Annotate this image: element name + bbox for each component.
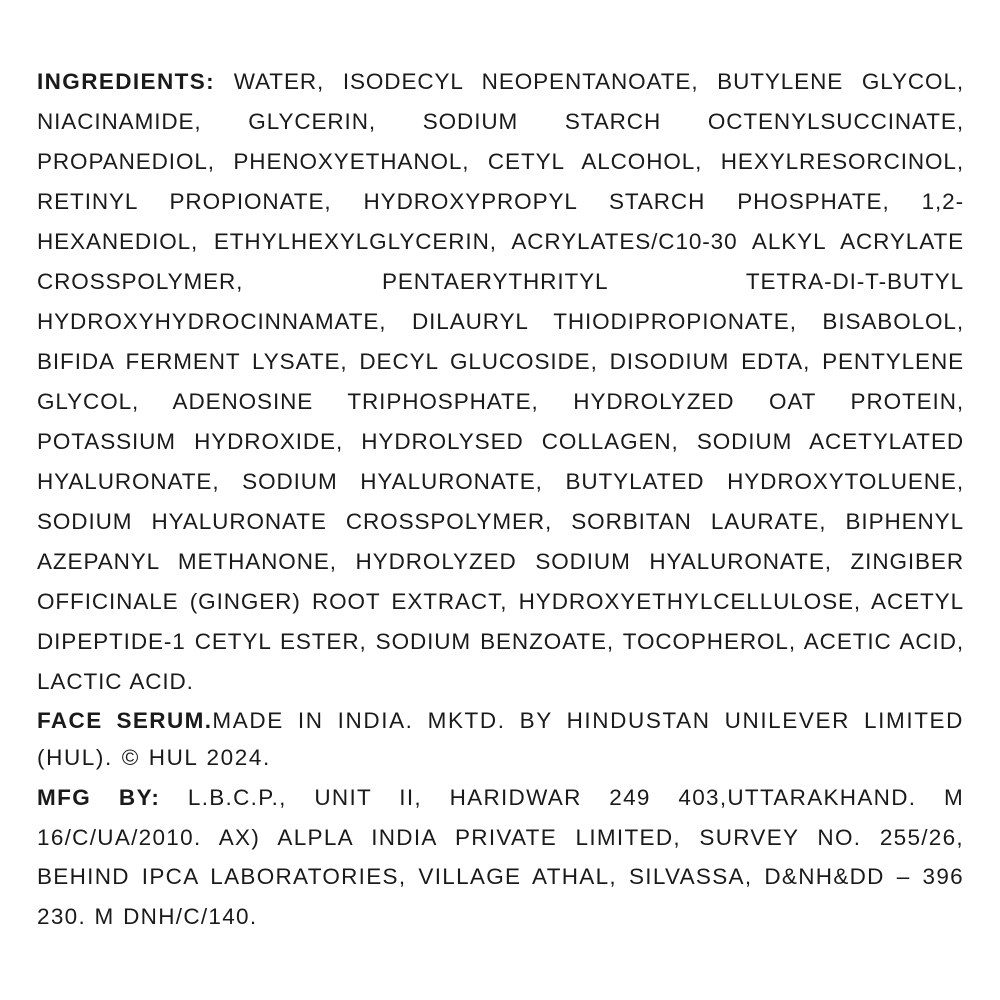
manufacturer-heading: MFG BY: [37,785,161,810]
ingredients-list: WATER, ISODECYL NEOPENTANOATE, BUTYLENE GLYCOL, NIACINAMIDE, GLYCERIN, SODIUM STARCH OCTENYLSUCCINATE, PROPANEDIOL, PHENOXYETHANOL, CETYL ALCOHOL, HEXYLRESORCINOL, RETINYL PROPIONATE, HYDROXYPROPYL STARCH PHOSPHATE, 1,2-HEXANEDIOL, ETHYLHEXYLGLYCERIN, ACRYLATES/C10-30 ALKYL ACRYLATE CROSSPOLYMER, PENTAERYTHRITYL TETRA-DI-T-BUTYL HYDROXYHYDROCINNAMATE, DILAURYL THIODIPROPIONATE, BISABOLOL, BIFIDA FERMENT LYSATE, DECYL GLUCOSIDE, DISODIUM EDTA, PENTYLENE GLYCOL, ADENOSINE TRIPHOSPHATE, HYDROLYZED OAT PROTEIN, POTASSIUM HYDROXIDE, HYDROLYSED COLLAGEN, SODIUM ACETYLATED HYALURONATE, SODIUM HYALURONATE, BUTYLATED HYDROXYTOLUENE, SODIUM HYALURONATE CROSSPOLYMER, SORBITAN LAURATE, BIPHENYL AZEPANYL METHANONE, HYDROLYZED SODIUM HYALURONATE, ZINGIBER OFFICINALE (GINGER) ROOT EXTRACT, HYDROXYETHYLCELLULOSE, ACETYL DIPEPTIDE-1 CETYL ESTER, SODIUM BENZOATE, TOCOPHEROL, ACETIC ACID, LACTIC ACID. [37,69,965,694]
manufacturer-paragraph [37,778,964,936]
product-heading: FACE SERUM. [37,708,213,733]
ingredients-heading: INGREDIENTS: [37,69,216,94]
product-info-text: MADE IN INDIA. MKTD. BY HINDUSTAN UNILEVER LIMITED (HUL). © HUL 2024. [37,708,965,770]
product-label-panel [37,62,964,936]
product-info-paragraph [37,702,964,776]
manufacturer-text: L.B.C.P., UNIT II, HARIDWAR 249 403,UTTARAKHAND. M 16/C/UA/2010. AX) ALPLA INDIA PRIVATE LIMITED, SURVEY NO. 255/26, BEHIND IPCA LABORATORIES, VILLAGE ATHAL, SILVASSA, D&NH&DD – 396 230. M DNH/C/140. [37,785,964,929]
ingredients-paragraph [37,62,964,702]
